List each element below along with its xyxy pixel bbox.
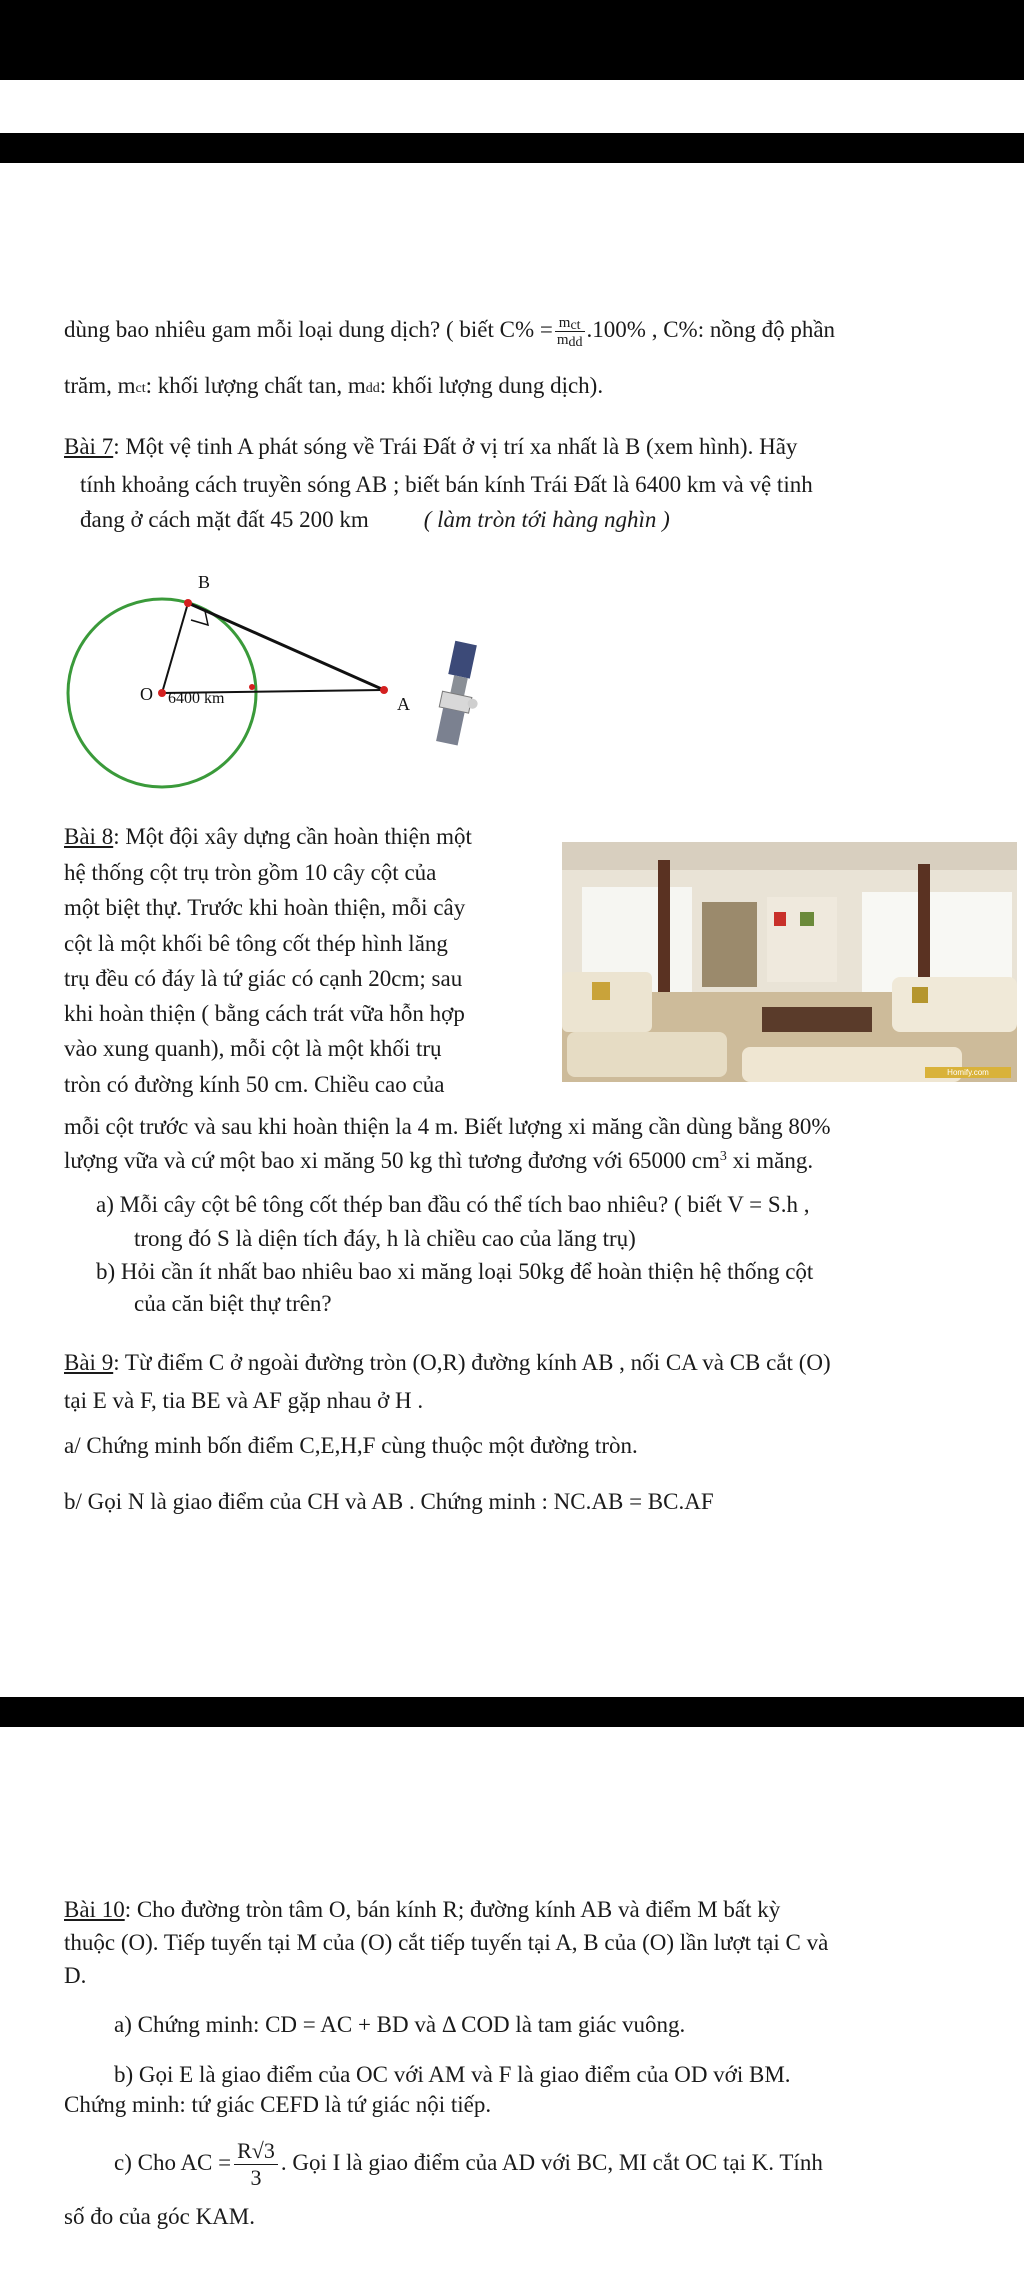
tangent-line-ab (188, 603, 384, 690)
bai9-part-b: b/ Gọi N là giao điểm của CH và AB . Chứng minh : NC.AB = BC.AF (64, 1489, 714, 1514)
bai7-line-3: đang ở cách mặt đất 45 200 km ( làm tròn tới hàng nghìn ) (80, 507, 670, 532)
r-sqrt3-fraction: $\frac{R√3}{3}$ (234, 2138, 278, 2191)
concentration-fraction: $\frac{m_{ct}}{m_{dd}}$ (556, 315, 583, 351)
black-separator-bar (0, 1697, 1024, 1727)
bai8-line-2: hệ thống cột trụ tròn gồm 10 cây cột của (64, 860, 437, 885)
top-black-bar (0, 0, 1024, 80)
bai8-question-b-2: của căn biệt thự trên? (134, 1291, 332, 1316)
point-b (184, 599, 192, 607)
bai8-label: Bài 8 (64, 824, 114, 849)
bai8-question-a-2: trong đó S là diện tích đáy, h là chiều cao của lăng trụ) (134, 1226, 636, 1251)
bai8-line-3: một biệt thự. Trước khi hoàn thiện, mỗi cây (64, 895, 466, 920)
bai7-rounding-note: ( làm tròn tới hàng nghìn ) (423, 507, 670, 532)
bai9-label: Bài 9 (64, 1350, 114, 1375)
bai10-line-1: Bài 10: Cho đường tròn tâm O, bán kính R; đường kính AB và điểm M bất kỳ (64, 1897, 781, 1922)
bai7-line-2: tính khoảng cách truyền sóng AB ; biết bán kính Trái Đất là 6400 km và vệ tinh (80, 472, 813, 497)
villa-interior-photo (562, 842, 1017, 1082)
bai10-part-c-2: số đo của góc KAM. (64, 2204, 255, 2229)
bai9-part-a: a/ Chứng minh bốn điểm C,E,H,F cùng thuộc một đường tròn. (64, 1433, 638, 1458)
bai8-line-9: mỗi cột trước và sau khi hoàn thiện la 4 m. Biết lượng xi măng cần dùng bằng 80% (64, 1114, 831, 1139)
bai8-line-8: tròn có đường kính 50 cm. Chiều cao của (64, 1072, 445, 1097)
bai8-line-4: cột là một khối bê tông cốt thép hình lăng (64, 931, 448, 956)
bai8-question-a-1: a) Mỗi cây cột bê tông cốt thép ban đầu có thể tích bao nhiêu? ( biết V = S.h , (96, 1192, 810, 1217)
bai9-line-2: tại E và F, tia BE và AF gặp nhau ở H . (64, 1388, 424, 1413)
satellite-figure (60, 560, 520, 790)
point-o (158, 689, 166, 697)
label-b: B (198, 572, 211, 592)
intro-line-2: trăm, $m_{ct}$: khối lượng chất tan, $m_{dd}$: khối lượng dung dịch). (64, 373, 604, 398)
point-a (380, 686, 388, 694)
photo-watermark: Homify.com (925, 1067, 1011, 1078)
bai8-line-6: khi hoàn thiện ( bằng cách trát vữa hỗn hợp (64, 1001, 465, 1026)
bai10-part-b-2: Chứng minh: tứ giác CEFD là tứ giác nội tiếp. (64, 2092, 492, 2117)
point-mid (249, 684, 255, 690)
bai8-line-7: vào xung quanh), mỗi cột là một khối trụ (64, 1036, 442, 1061)
black-separator-bar (0, 133, 1024, 163)
label-a: A (397, 694, 410, 714)
bai10-line-3: D. (64, 1963, 87, 1988)
radius-line-ob (162, 603, 188, 693)
bai7-line-1: Bài 7: Một vệ tinh A phát sóng về Trái Đất ở vị trí xa nhất là B (xem hình). Hãy (64, 434, 798, 459)
bai8-question-b-1: b) Hỏi cần ít nhất bao nhiêu bao xi măng loại 50kg để hoàn thiện hệ thống cột (96, 1259, 814, 1284)
bai10-label: Bài 10 (64, 1897, 125, 1922)
bai8-line-1: Bài 8: Một đội xây dựng cần hoàn thiện một (64, 824, 472, 849)
satellite-icon (432, 640, 489, 747)
bai8-line-10: lượng vữa và cứ một bao xi măng 50 kg thì tương đương với 65000 $cm^3$ xi măng. (64, 1148, 814, 1173)
bai7-label: Bài 7 (64, 434, 114, 459)
label-radius: 6400 km (168, 690, 225, 707)
bai10-part-b-1: b) Gọi E là giao điểm của OC với AM và F là giao điểm của OD với BM. (114, 2062, 791, 2087)
right-angle-mark (191, 611, 208, 625)
bai10-part-c: c) Cho AC = $\frac{R√3}{3}$ . Gọi I là giao điểm của AD với BC, MI cắt OC tại K. Tính (114, 2138, 823, 2190)
bai10-part-a: a) Chứng minh: CD = AC + BD và Δ COD là tam giác vuông. (114, 2012, 686, 2037)
intro-line-1: dùng bao nhiêu gam mỗi loại dung dịch? ( biết C% = $\frac{m_{ct}}{m_{dd}}$ .100% , C%: nồng độ phần (64, 315, 836, 351)
bai9-line-1: Bài 9: Từ điểm C ở ngoài đường tròn (O,R) đường kính AB , nối CA và CB cắt (O) (64, 1350, 831, 1375)
bai10-line-2: thuộc (O). Tiếp tuyến tại M của (O) cắt tiếp tuyến tại A, B của (O) lần lượt tại C và (64, 1930, 829, 1955)
label-o: O (140, 684, 153, 704)
bai8-line-5: trụ đều có đáy là tứ giác có cạnh 20cm; sau (64, 966, 463, 991)
